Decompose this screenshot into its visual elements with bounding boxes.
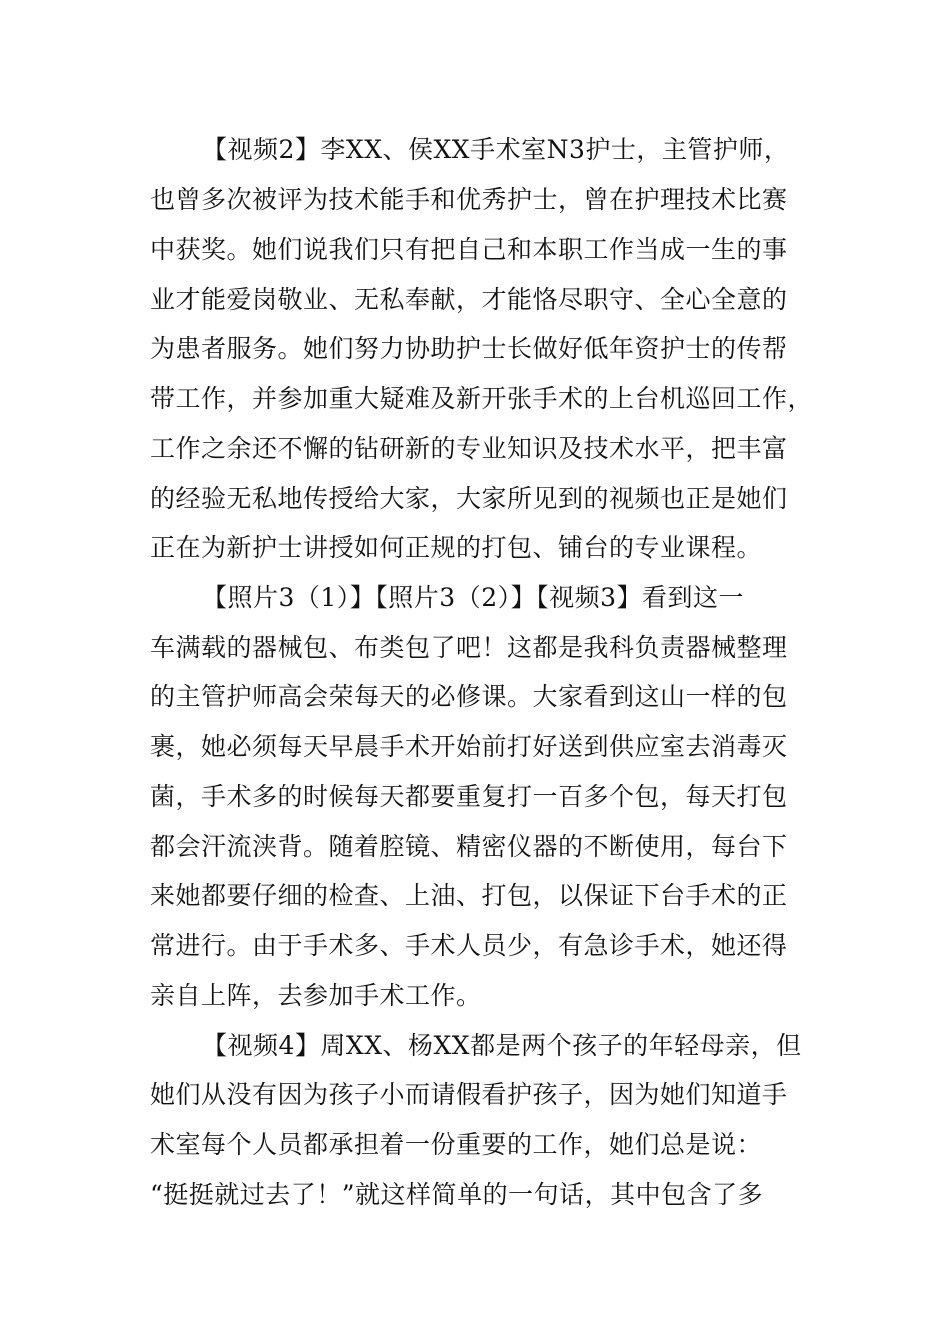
paragraph-1-line-5: 为患者服务。她们努力协助护士长做好低年资护士的传帮 bbox=[150, 334, 788, 363]
paragraph-1-line-4: 业才能爱岗敬业、无私奉献，才能恪尽职守、全心全意的 bbox=[150, 285, 788, 314]
paragraph-2-line-6: 都会汗流浃背。随着腔镜、精密仪器的不断使用，每台下 bbox=[150, 832, 788, 861]
paragraph-2-line-7: 来她都要仔细的检查、上油、打包，以保证下台手术的正 bbox=[150, 881, 788, 910]
paragraph-2-line-4: 裹，她必须每天早晨手术开始前打好送到供应室去消毒灭 bbox=[150, 732, 788, 761]
paragraph-3-line-4: “挺挺就过去了！”就这样简单的一句话，其中包含了多 bbox=[150, 1180, 764, 1209]
paragraph-3-line-3: 术室每个人员都承担着一份重要的工作，她们总是说： bbox=[150, 1130, 763, 1159]
paragraph-3-line-2: 她们从没有因为孩子小而请假看护孩子，因为她们知道手 bbox=[150, 1080, 788, 1109]
paragraph-2-line-9: 亲自上阵，去参加手术工作。 bbox=[150, 981, 482, 1010]
paragraph-2-line-8: 常进行。由于手术多、手术人员少，有急诊手术，她还得 bbox=[150, 931, 788, 960]
paragraph-1-line-8: 的经验无私地传授给大家，大家所见到的视频也正是她们 bbox=[150, 484, 788, 513]
paragraph-1-line-3: 中获奖。她们说我们只有把自己和本职工作当成一生的事 bbox=[150, 235, 788, 264]
paragraph-1-line-2: 也曾多次被评为技术能手和优秀护士，曾在护理技术比赛 bbox=[150, 185, 788, 214]
paragraph-3-line-1: 【视频4】周XX、杨XX都是两个孩子的年轻母亲，但 bbox=[202, 1031, 802, 1060]
paragraph-1-line-1: 【视频2】李XX、侯XX手术室N3护士，主管护师， bbox=[202, 135, 790, 164]
paragraph-2-line-3: 的主管护师高会荣每天的必修课。大家看到这山一样的包 bbox=[150, 682, 788, 711]
paragraph-2-line-2: 车满载的器械包、布类包了吧！这都是我科负责器械整理 bbox=[150, 633, 788, 662]
paragraph-1-line-7: 工作之余还不懈的钻研新的专业知识及技术水平，把丰富 bbox=[150, 434, 788, 463]
paragraph-2-line-5: 菌，手术多的时候每天都要重复打一百多个包，每天打包 bbox=[150, 782, 788, 811]
paragraph-2-line-1: 【照片3（1）】【照片3（2）】【视频3】看到这一 bbox=[202, 583, 745, 612]
paragraph-1-line-9: 正在为新护士讲授如何正规的打包、铺台的专业课程。 bbox=[150, 533, 763, 562]
paragraph-1-line-6: 带工作，并参加重大疑难及新开张手术的上台机巡回工作， bbox=[150, 384, 814, 413]
